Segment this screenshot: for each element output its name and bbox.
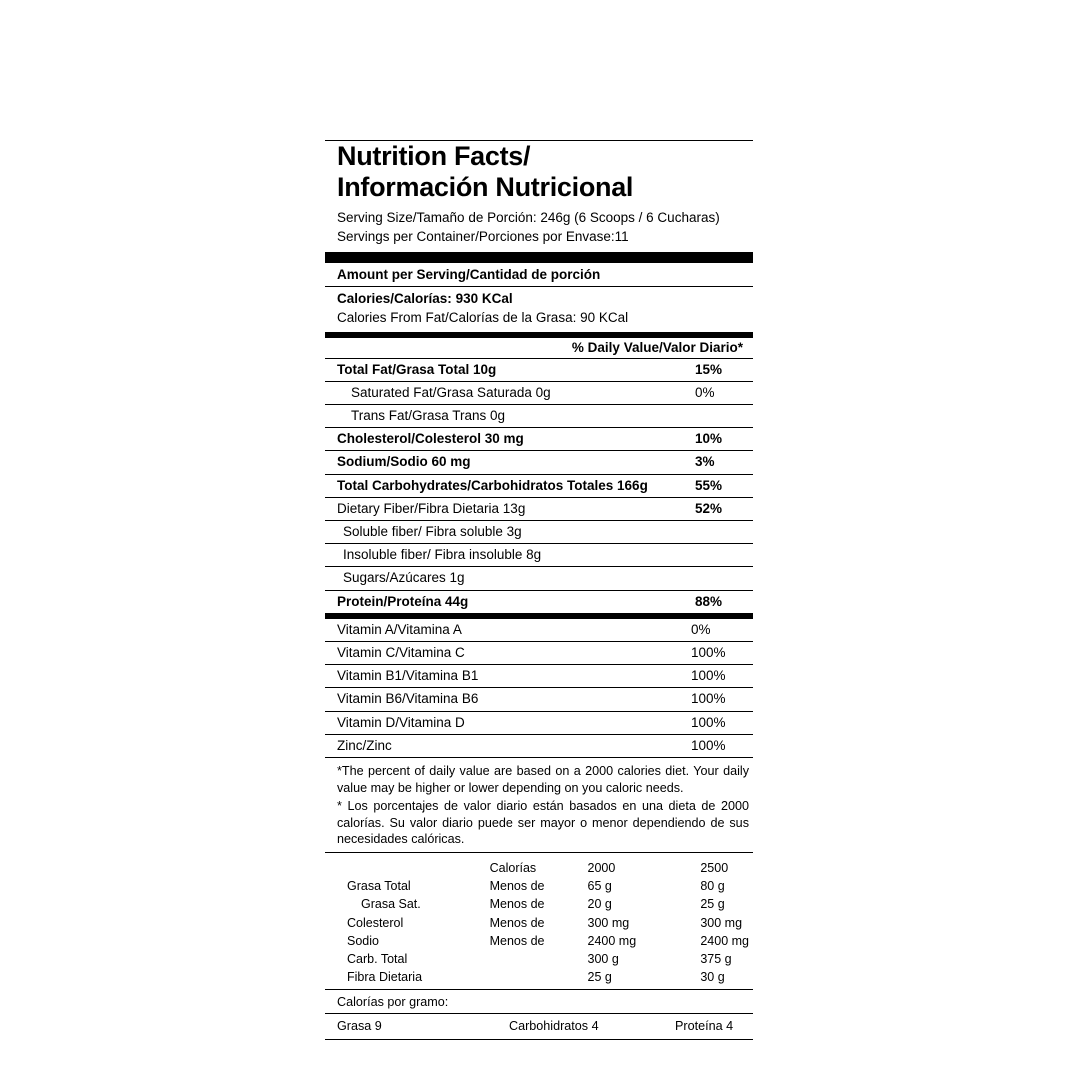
row-value-2000: 25 g [587,970,612,985]
nutrient-name: Insoluble fiber/ Fibra insoluble 8g [343,547,542,563]
table-row [347,914,753,932]
row-value-2500: 375 g [700,952,732,967]
row-label: Grasa Total [347,879,411,894]
table-row [347,968,753,986]
footnote-english: *The percent of daily value are based on a 2000 calories diet. Your daily value may be higher or lower depending on you caloric needs. [337,763,749,795]
nutrient-dv: 0% [695,384,715,400]
nutrient-name: Total Fat/Grasa Total 10g [337,361,497,377]
vitamin-row [325,642,753,664]
divider-thick-1 [325,252,753,263]
vitamin-name: Zinc/Zinc [337,737,392,753]
row-value-2000: 20 g [587,897,612,912]
nutrient-name: Sugars/Azúcares 1g [343,570,465,586]
nutrient-list [325,359,753,613]
title-line-1: Nutrition Facts/ [337,141,531,171]
header-2000: 2000 [587,860,616,875]
vitamin-name: Vitamin B6/Vitamina B6 [337,691,479,707]
row-label: Carb. Total [347,952,408,967]
nutrient-row [325,498,753,520]
vitamin-name: Vitamin C/Vitamina C [337,644,465,660]
vitamin-row [325,665,753,687]
calories-from-fat: Calories From Fat/Calorías de la Grasa: 90 KCal [337,309,629,325]
row-qualifier [490,950,588,968]
nutrient-dv: 52% [695,500,723,516]
calories-line [337,290,753,309]
vitamin-dv: 0% [691,621,711,637]
nutrient-row [325,521,753,543]
footnote-block [325,758,753,852]
row-qualifier: Menos de [489,933,545,948]
nutrient-row [325,382,753,404]
row-qualifier [490,968,588,986]
nutrient-row [325,405,753,427]
nutrient-row [325,428,753,450]
bottom-border [325,1039,753,1040]
row-value-2000: 65 g [587,879,612,894]
page-title [325,141,753,204]
row-value-2500: 2400 mg [700,933,749,948]
serving-size: Serving Size/Tamaño de Porción: 246g (6 Scoops / 6 Cucharas) [337,209,720,225]
nutrient-dv: 3% [695,454,715,470]
vitamin-dv: 100% [691,668,726,684]
vitamin-name: Vitamin D/Vitamina D [337,714,465,730]
nutrient-name: Soluble fiber/ Fibra soluble 3g [343,524,522,540]
table-row [347,950,753,968]
header-2500: 2500 [700,860,729,875]
nutrient-dv: 55% [695,477,723,493]
nutrient-name: Cholesterol/Colesterol 30 mg [337,431,524,447]
per-gram-fat: Grasa 9 [337,1018,382,1033]
nutrient-dv: 10% [695,431,723,447]
row-qualifier: Menos de [489,879,545,894]
row-value-2500: 80 g [700,879,725,894]
nutrient-name: Sodium/Sodio 60 mg [337,454,471,470]
nutrient-name: Total Carbohydrates/Carbohidratos Totales 166g [337,477,648,493]
nutrient-name: Trans Fat/Grasa Trans 0g [351,408,506,424]
row-label: Fibra Dietaria [347,970,423,985]
table-row [347,895,753,913]
row-value-2000: 300 mg [587,915,630,930]
servings-per-container: Servings per Container/Porciones por Envase:11 [337,228,629,244]
row-value-2500: 30 g [700,970,725,985]
calories-label: Calories/Calorías: [337,290,452,306]
row-qualifier: Menos de [489,897,545,912]
row-value-2000: 2400 mg [587,933,637,948]
nutrient-name: Saturated Fat/Grasa Saturada 0g [351,384,551,400]
nutrient-row [325,451,753,473]
title-line-2: Información Nutricional [337,172,634,203]
nutrient-row [325,567,753,589]
vitamin-dv: 100% [691,644,726,660]
table-row [347,932,753,950]
header-calorias: Calorías [489,860,537,875]
nutrient-name: Protein/Proteína 44g [337,593,469,609]
amount-per-serving: Amount per Serving/Cantidad de porción [337,266,601,282]
calories-per-gram-label: Calorías por gramo: [337,994,449,1009]
vitamin-row [325,712,753,734]
row-label: Colesterol [347,915,404,930]
calories-block [325,287,753,332]
vitamin-list [325,619,753,757]
calories-value: 930 KCal [455,290,513,306]
row-value-2500: 25 g [700,897,725,912]
row-label: Sodio [347,933,379,948]
vitamin-row [325,735,753,757]
header-blank [347,859,490,877]
nutrient-dv: 15% [695,361,723,377]
vitamin-dv: 100% [691,737,726,753]
nutrition-facts-label [325,140,753,1040]
row-label: Grasa Sat. [361,897,421,912]
per-gram-carbs: Carbohidratos 4 [509,1018,599,1033]
calories-per-gram-values [325,1014,753,1039]
vitamin-name: Vitamin B1/Vitamina B1 [337,668,479,684]
daily-value-header: % Daily Value/Valor Diario* [571,339,743,355]
vitamin-dv: 100% [691,714,726,730]
nutrient-name: Dietary Fiber/Fibra Dietaria 13g [337,500,526,516]
row-value-2500: 300 mg [700,915,743,930]
per-gram-protein: Proteína 4 [675,1018,734,1033]
nutrient-row [325,475,753,497]
row-qualifier: Menos de [489,915,545,930]
vitamin-row [325,619,753,641]
daily-value-reference-table [325,853,753,989]
vitamin-dv: 100% [691,691,726,707]
nutrient-dv: 88% [695,593,723,609]
nutrient-row [325,591,753,613]
vitamin-row [325,688,753,710]
table-header-row [347,859,753,877]
nutrient-row [325,544,753,566]
row-value-2000: 300 g [587,952,619,967]
nutrient-row [325,359,753,381]
vitamin-name: Vitamin A/Vitamina A [337,621,462,637]
table-row [347,877,753,895]
footnote-spanish: * Los porcentajes de valor diario están basados en una dieta de 2000 calorías. Su valor diario puede ser mayor o menor dependiendo de sus necesidades calóricas. [337,799,749,847]
